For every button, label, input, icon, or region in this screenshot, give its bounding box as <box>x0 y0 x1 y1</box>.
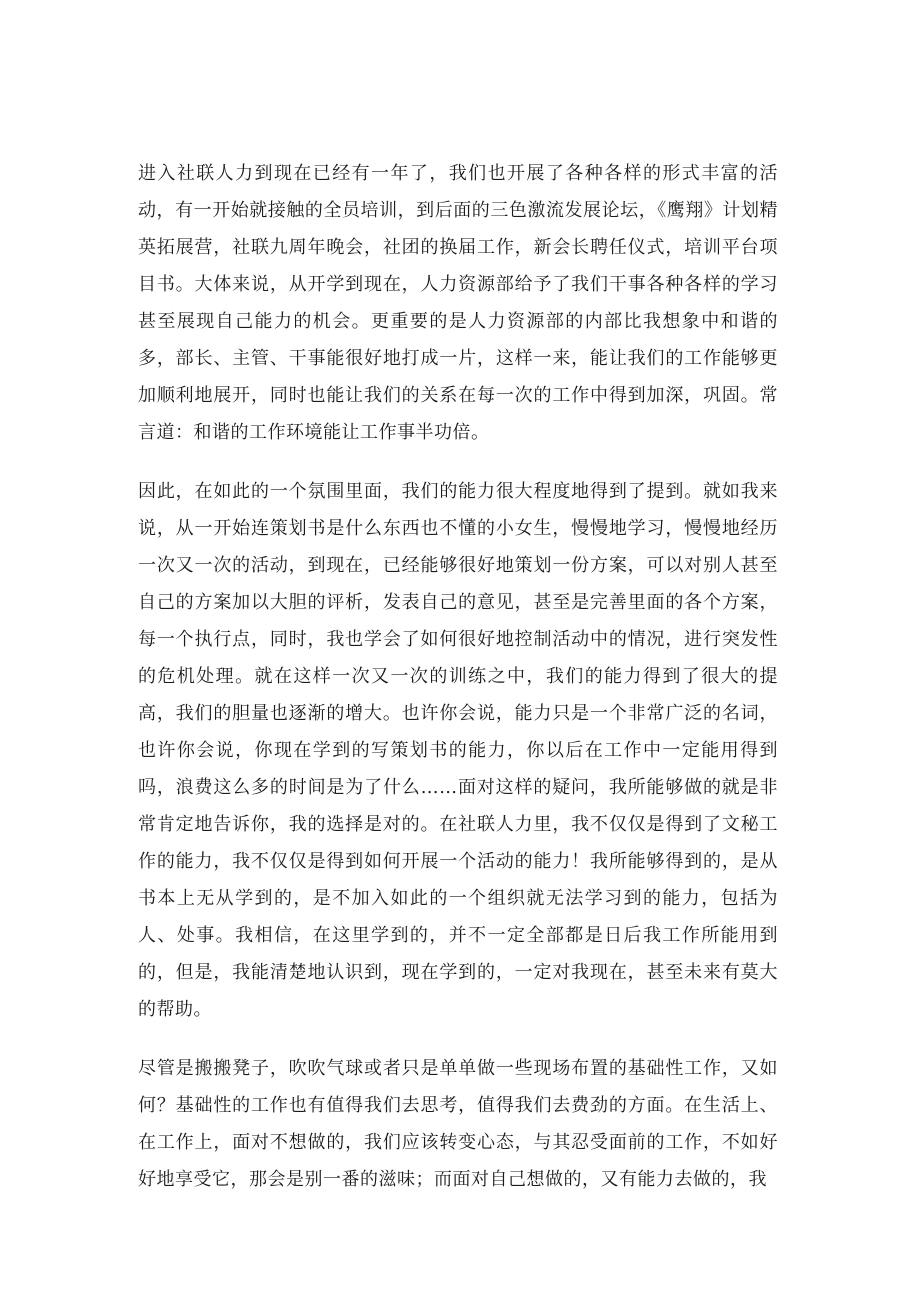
paragraph-3: 尽管是搬搬凳子，吹吹气球或者只是单单做一些现场布置的基础性工作，又如何？基础性的工作也有值得我们去思考，值得我们去费劲的方面。在生活上、在工作上，面对不想做的，我们应该转变心态，与其忍受面前的工作，不如好好地享受它，那会是别一番的滋味；而面对自己想做的，又有能力去做的，我 <box>138 1058 778 1190</box>
paragraph-1: 进入社联人力到现在已经有一年了，我们也开展了各种各样的形式丰富的活动，有一开始就接触的全员培训，到后面的三色激流发展论坛，《鹰翔》计划精英拓展营，社联九周年晚会，社团的换届工作，新会长聘任仪式，培训平台项目书。大体来说，从开学到现在，人力资源部给予了我们干事各种各样的学习甚至展现自己能力的机会。更重要的是人力资源部的内部比我想象中和谐的多，部长、主管、干事能很好地打成一片，这样一来，能让我们的工作能够更加顺利地展开，同时也能让我们的关系在每一次的工作中得到加深，巩固。常言道：和谐的工作环境能让工作事半功倍。 <box>138 163 778 443</box>
paragraph-2: 因此，在如此的一个氛围里面，我们的能力很大程度地得到了提到。就如我来说，从一开始连策划书是什么东西也不懂的小女生，慢慢地学习，慢慢地经历一次又一次的活动，到现在，已经能够很好地策划一份方案，可以对别人甚至自己的方案加以大胆的评析，发表自己的意见，甚至是完善里面的各个方案，每一个执行点，同时，我也学会了如何很好地控制活动中的情况，进行突发性的危机处理。就在这样一次又一次的训练之中，我们的能力得到了很大的提高，我们的胆量也逐渐的增大。也许你会说，能力只是一个非常广泛的名词，也许你会说，你现在学到的写策划书的能力，你以后在工作中一定能用得到吗，浪费这么多的时间是为了什么……面对这样的疑问，我所能够做的就是非常肯定地告诉你，我的选择是对的。在社联人力里，我不仅仅是得到了文秘工作的能力，我不仅仅是得到如何开展一个活动的能力！我所能够得到的，是从书本上无从学到的，是不加入如此的一个组织就无法学习到的能力，包括为人、处事。我相信，在这里学到的，并不一定全部都是日后我工作所能用到的，但是，我能清楚地认识到，现在学到的，一定对我现在，甚至未来有莫大的帮助。 <box>138 481 778 1020</box>
document-body <box>138 155 778 1198</box>
